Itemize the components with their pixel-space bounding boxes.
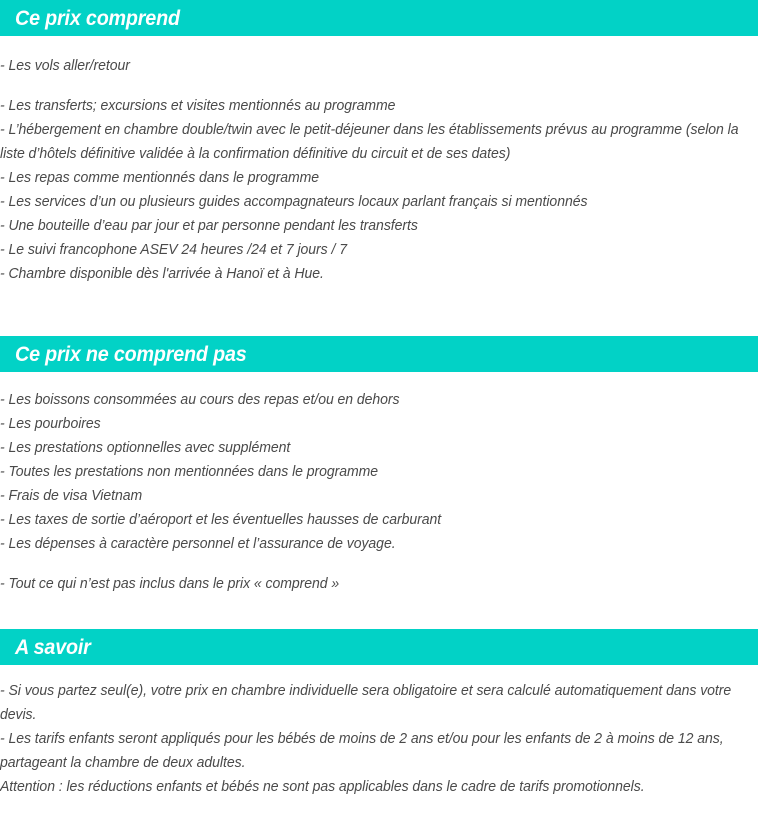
list-item: - Les services d’un ou plusieurs guides accompagnateurs locaux parlant français si mentionnés (0, 194, 588, 210)
section-header-price-excludes (0, 336, 758, 372)
list-item: - Une bouteille d’eau par jour et par personne pendant les transferts (0, 218, 418, 234)
list-item: - Si vous partez seul(e), votre prix en chambre individuelle sera obligatoire et sera calculé automatiquement dans votre devis. (0, 683, 732, 723)
section-title-good-to-know: A savoir (15, 635, 91, 659)
section-body-price-excludes (0, 372, 758, 596)
section-title-price-excludes: Ce prix ne comprend pas (15, 342, 247, 366)
list-item: - Les vols aller/retour (0, 58, 130, 74)
section-body-good-to-know (0, 665, 758, 799)
section-price-excludes (0, 336, 758, 596)
section-spacer (0, 596, 758, 629)
list-item: - Chambre disponible dès l'arrivée à Hanoï et à Hue. (0, 266, 324, 282)
list-item: - Tout ce qui n’est pas inclus dans le prix « comprend » (0, 576, 340, 592)
list-item: - Les taxes de sortie d’aéroport et les éventuelles hausses de carburant (0, 512, 442, 528)
section-price-includes (0, 0, 758, 286)
section-body-price-includes (0, 36, 758, 286)
section-good-to-know (0, 629, 758, 799)
list-item: - Les prestations optionnelles avec supplément (0, 440, 291, 456)
section-title-price-includes: Ce prix comprend (15, 6, 180, 30)
list-item: - Les pourboires (0, 416, 101, 432)
list-item: - Les repas comme mentionnés dans le programme (0, 170, 320, 186)
list-item: - Le suivi francophone ASEV 24 heures /24 et 7 jours / 7 (0, 242, 347, 258)
list-item: Attention : les réductions enfants et bébés ne sont pas applicables dans le cadre de tarifs promotionnels. (0, 779, 645, 795)
section-spacer (0, 286, 758, 336)
section-header-price-includes (0, 0, 758, 36)
list-item: - Les boissons consommées au cours des repas et/ou en dehors (0, 392, 400, 408)
list-item: - L’hébergement en chambre double/twin avec le petit-déjeuner dans les établissements prévus au programme (selon la liste d’hôtels définitive validée à la confirmation définitive du circuit et de ses dates) (0, 122, 739, 162)
list-item: - Les transferts; excursions et visites mentionnés au programme (0, 98, 396, 114)
list-item: - Toutes les prestations non mentionnées dans le programme (0, 464, 379, 480)
list-item: - Frais de visa Vietnam (0, 488, 143, 504)
section-header-good-to-know (0, 629, 758, 665)
list-item: - Les dépenses à caractère personnel et l’assurance de voyage. (0, 536, 396, 552)
list-item: - Les tarifs enfants seront appliqués pour les bébés de moins de 2 ans et/ou pour les enfants de 2 à moins de 12 ans, partageant la chambre de deux adultes. (0, 731, 724, 771)
